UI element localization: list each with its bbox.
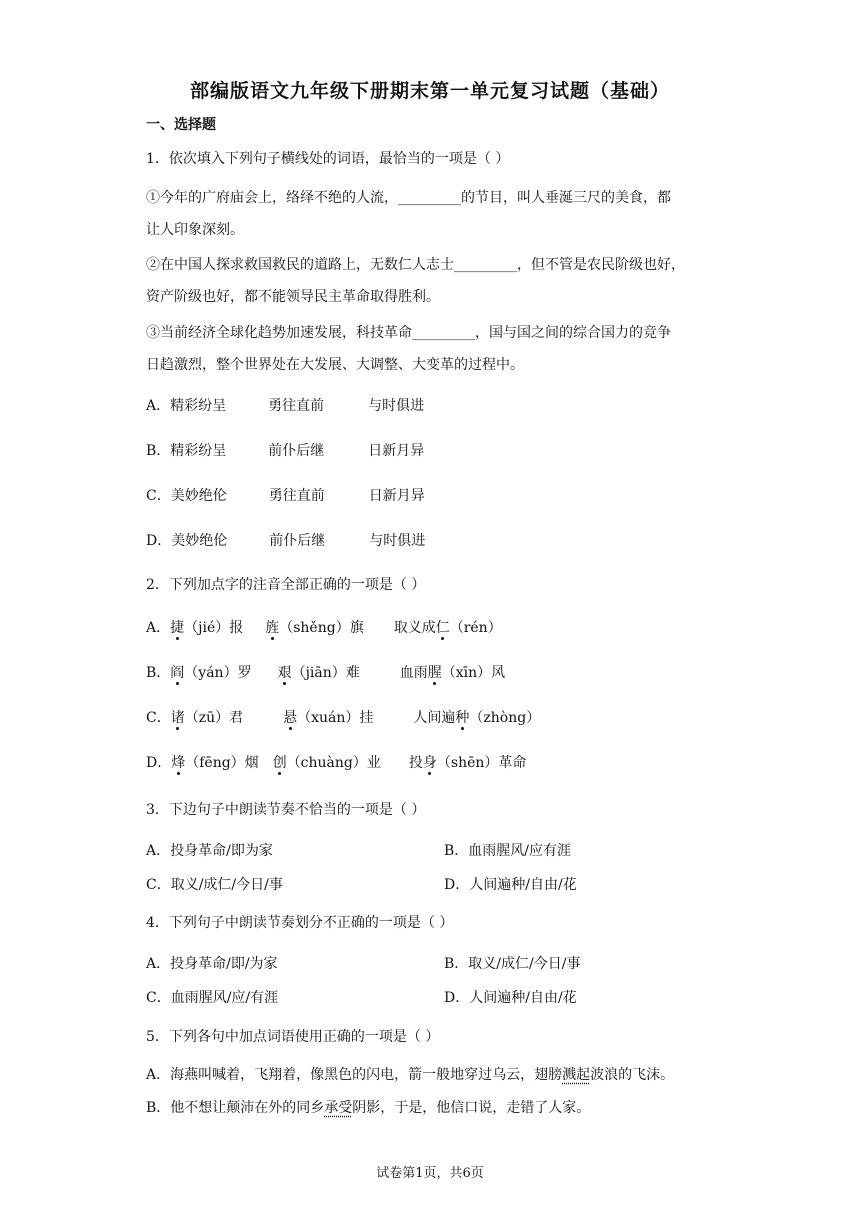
q4-option-b[interactable]: B．取义/成仁/今日/事 [444,956,581,972]
plain-text: B．他不想让颠沛在外的同乡 [146,1100,325,1116]
pinyin-text: （shěng）旗 [279,620,364,636]
question-1-stem: 1．依次填入下列句子横线处的词语，最恰当的一项是（ ） [146,151,510,167]
page-title: 部编版语文九年级下册期末第一单元复习试题（基础） [189,80,670,102]
option-word-1: C．美妙绝伦 [146,488,227,504]
q2-option-c[interactable] [146,707,540,727]
dotted-char: 腥 [427,665,442,681]
plain-text: 投 [408,755,423,771]
plain-text: A．海燕叫喊着，飞翔着，像黑色的闪电，箭一般地穿过乌云，翅膀 [146,1067,563,1083]
dotted-char: 仁 [435,620,450,636]
plain-text: 血雨 [399,665,428,681]
option-word-1: B．精彩纷呈 [146,443,227,459]
option-word-2: 勇往直前 [268,488,325,504]
dotted-char: 创 [272,755,287,771]
plain-text: 取义成 [393,620,436,636]
q1-option-d[interactable] [146,530,425,550]
q1-option-c[interactable] [146,485,425,505]
dotted-char: 艰 [277,665,292,681]
q1-sentence-3-line-2: 日趋激烈，整个世界处在大发展、大调整、大变革的过程中。 [146,357,524,373]
dotted-char: 身 [422,755,437,771]
q1-option-b[interactable] [146,440,424,460]
option-word-2: 勇往直前 [268,398,325,414]
dotted-char: 阎 [170,665,185,681]
option-word-3: 日新月异 [368,488,425,504]
option-word-3: 日新月异 [368,443,425,459]
dotted-word: 承受 [324,1100,353,1116]
q5-option-a[interactable] [146,1064,674,1084]
dotted-char: 烽 [171,755,186,771]
q1-sentence-3-line-1: ③当前经济全球化趋势加速发展，科技革命_________，国与国之间的综合国力的竞争 [146,325,671,341]
pinyin-text: （yán）罗 [184,665,252,681]
q4-option-c[interactable]: C．血雨腥风/应/有涯 [146,990,279,1006]
option-word-3: 与时俱进 [369,533,426,549]
pinyin-text: （xīn）风 [441,665,506,681]
pinyin-text: （jiān）难 [291,665,360,681]
pinyin-text: （chuàng）业 [286,755,381,771]
section-heading: 一、选择题 [146,117,216,133]
pinyin-text: （fēng）烟 [185,755,259,771]
q1-option-a[interactable] [146,395,424,415]
dotted-char: 种 [455,710,470,726]
q4-option-d[interactable]: D．人间遍种/自由/花 [444,990,577,1006]
pinyin-text: （zū）君 [184,710,244,726]
q5-option-b[interactable] [146,1097,590,1117]
dotted-char: 诸 [170,710,185,726]
option-prefix: C． [146,710,171,726]
question-2-stem: 2．下列加点字的注音全部正确的一项是（ ） [146,577,426,593]
plain-text: 人间遍 [413,710,456,726]
q3-option-d[interactable]: D．人间遍种/自由/花 [444,877,577,893]
q4-option-a[interactable]: A．投身革命/即/为家 [146,956,278,972]
plain-text: 波浪的飞沫。 [590,1067,675,1083]
pinyin-text: （jié）报 [184,620,244,636]
q2-option-d[interactable] [146,752,526,772]
option-prefix: B． [146,665,171,681]
dotted-char: 捷 [170,620,185,636]
q1-sentence-2-line-2: 资产阶级也好，都不能领导民主革命取得胜利。 [146,289,440,305]
q1-sentence-1-line-1: ①今年的广府庙会上，络绎不绝的人流，_________的节目，叫人垂涎三尺的美食，都 [146,190,671,206]
pinyin-text: （zhòng） [469,710,541,726]
option-word-2: 前仆后继 [268,443,325,459]
option-word-2: 前仆后继 [269,533,326,549]
question-5-stem: 5．下列各句中加点词语使用正确的一项是（ ） [146,1029,440,1045]
plain-text: 阴影，于是，他信口说，走错了人家。 [352,1100,591,1116]
option-prefix: A． [146,620,171,636]
dotted-word: 溅起 [562,1067,591,1083]
q1-sentence-2-line-1: ②在中国人探求救国救民的道路上，无数仁人志士_________，但不管是农民阶级也好， [146,257,685,273]
q3-option-b[interactable]: B．血雨腥风/应有涯 [444,843,572,859]
q3-option-a[interactable]: A．投身革命/即为家 [146,843,273,859]
q2-option-b[interactable] [146,662,505,682]
pinyin-text: （rén） [449,620,502,636]
option-prefix: D． [146,755,172,771]
q2-option-a[interactable] [146,617,502,637]
pinyin-text: （xuán）挂 [297,710,374,726]
question-4-stem: 4．下列句子中朗读节奏划分不正确的一项是（ ） [146,915,454,931]
option-word-3: 与时俱进 [368,398,425,414]
dotted-char: 旌 [265,620,280,636]
pinyin-text: （shēn）革命 [436,755,527,771]
option-word-1: D．美妙绝伦 [146,533,228,549]
q3-option-c[interactable]: C．取义/成仁/今日/事 [146,877,283,893]
question-3-stem: 3．下边句子中朗读节奏不恰当的一项是（ ） [146,802,426,818]
q1-sentence-1-line-2: 让人印象深刻。 [146,222,244,238]
option-word-1: A．精彩纷呈 [146,398,227,414]
page-footer: 试卷第1页，共6页 [376,1166,484,1181]
dotted-char: 悬 [283,710,298,726]
